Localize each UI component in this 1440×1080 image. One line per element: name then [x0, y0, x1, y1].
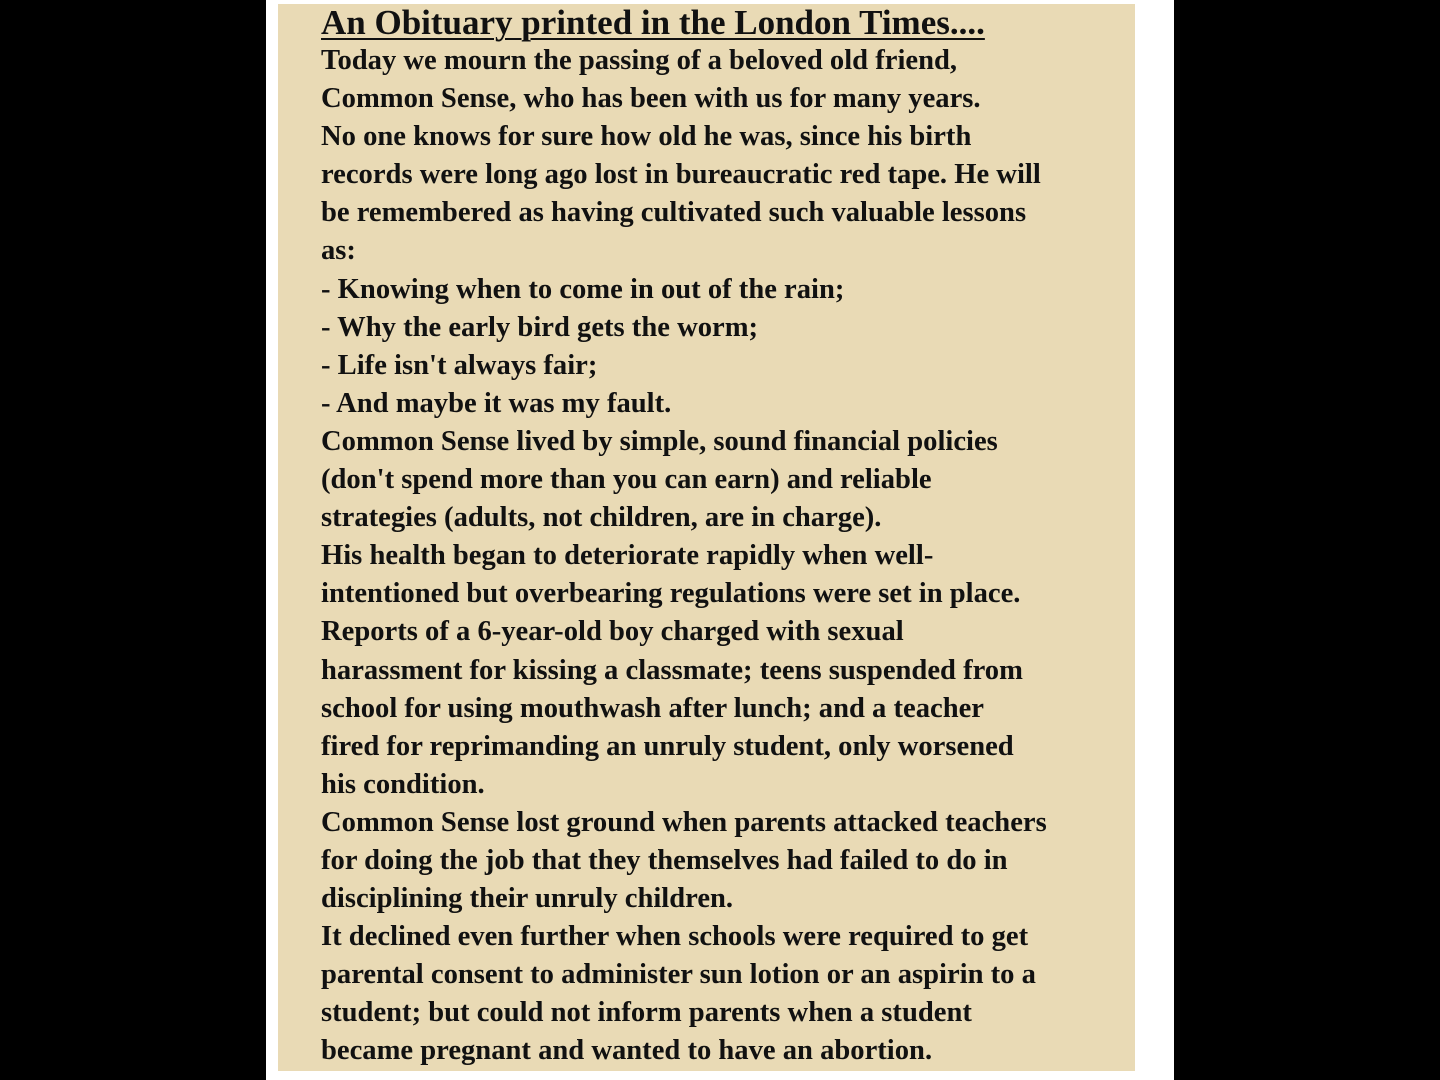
text-line: parental consent to administer sun lotion or an aspirin to a: [321, 959, 1036, 991]
text-line: disciplining their unruly children.: [321, 883, 734, 915]
list-item: - Knowing when to come in out of the rain;: [321, 273, 845, 305]
list-item: - And maybe it was my fault.: [321, 387, 672, 419]
text-line: his condition.: [321, 768, 485, 800]
text-line: intentioned but overbearing regulations were set in place.: [321, 578, 1021, 610]
text-line: Reports of a 6-year-old boy charged with sexual: [321, 616, 904, 648]
text-line: records were long ago lost in bureaucratic red tape. He will: [321, 159, 1041, 191]
document-page: [266, 0, 1174, 1080]
text-line: be remembered as having cultivated such valuable lessons: [321, 197, 1027, 229]
text-line: student; but could not inform parents when a student: [321, 997, 972, 1029]
list-item: - Life isn't always fair;: [321, 349, 598, 381]
text-line: (don't spend more than you can earn) and reliable: [321, 464, 932, 496]
text-line: school for using mouthwash after lunch; and a teacher: [321, 692, 984, 724]
text-line: It declined even further when schools were required to get: [321, 921, 1029, 953]
text-line: became pregnant and wanted to have an abortion.: [321, 1035, 933, 1067]
text-line: No one knows for sure how old he was, since his birth: [321, 121, 972, 153]
text-line: harassment for kissing a classmate; teens suspended from: [321, 654, 1023, 686]
list-item: - Why the early bird gets the worm;: [321, 311, 759, 343]
obituary-title: An Obituary printed in the London Times....: [321, 3, 985, 42]
text-line: strategies (adults, not children, are in charge).: [321, 502, 882, 534]
text-line: His health began to deteriorate rapidly when well-: [321, 540, 934, 572]
obituary-panel: [278, 4, 1135, 1071]
text-line: Common Sense lost ground when parents attacked teachers: [321, 806, 1047, 838]
text-line: Common Sense lived by simple, sound financial policies: [321, 425, 998, 457]
text-line: Common Sense, who has been with us for many years.: [321, 83, 981, 115]
text-line: fired for reprimanding an unruly student, only worsened: [321, 730, 1014, 762]
obituary-text: [321, 4, 1131, 1071]
text-line: as:: [321, 235, 356, 267]
text-line: for doing the job that they themselves had failed to do in: [321, 844, 1008, 876]
text-line: Today we mourn the passing of a beloved old friend,: [321, 45, 958, 76]
